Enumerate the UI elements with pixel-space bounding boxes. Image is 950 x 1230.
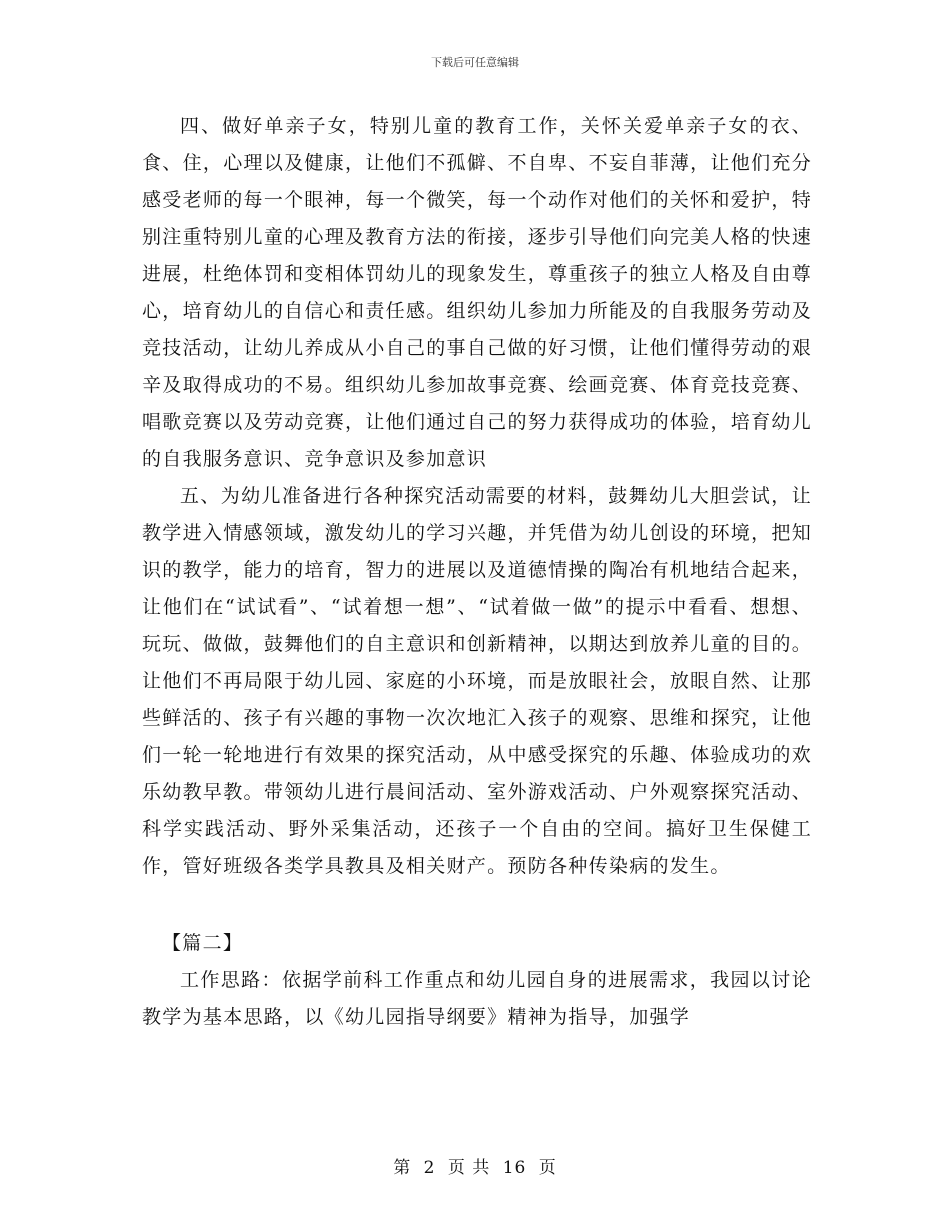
footer-total-pages: 16 — [502, 1158, 527, 1178]
paragraph-four: 四、做好单亲子女，特别儿童的教育工作，关怀关爱单亲子女的衣、食、住，心理以及健康，让他们不孤僻、不自卑、不妄自菲薄，让他们充分感受老师的每一个眼神，每一个微笑，每一个动作对他们的关怀和爱护，特别注重特别儿童的心理及教育方法的衔接，逐步引导他们向完美人格的快速进展，杜绝体罚和变相体罚幼儿的现象发生，尊重孩子的独立人格及自由尊心，培育幼儿的自信心和责任感。组织幼儿参加力所能及的自我服务劳动及竞技活动，让幼儿养成从小自己的事自己做的好习惯，让他们懂得劳动的艰辛及取得成功的不易。组织幼儿参加故事竞赛、绘画竞赛、体育竞技竞赛、唱歌竞赛以及劳动竞赛，让他们通过自己的努力获得成功的体验，培育幼儿的自我服务意识、竞争意识及参加意识 — [142, 115, 812, 470]
section-heading: 【篇二】 — [162, 932, 244, 954]
footer-prefix: 第 — [393, 1158, 412, 1178]
document-body — [142, 108, 812, 1036]
page-header-note: 下载后可任意编辑 — [431, 56, 519, 69]
page-footer — [0, 1153, 950, 1178]
paragraph-five: 五、为幼儿准备进行各种探究活动需要的材料，鼓舞幼儿大胆尝试，让教学进入情感领域，激发幼儿的学习兴趣，并凭借为幼儿创设的环境，把知识的教学，能力的培育，智力的进展以及道德情操的陶冶有机地结合起来，让他们在“试试看”、“试着想一想”、“试着做一做”的提示中看看、想想、玩玩、做做，鼓舞他们的自主意识和创新精神，以期达到放养儿童的目的。让他们不再局限于幼儿园、家庭的小环境，而是放眼社会，放眼自然、让那些鲜活的、孩子有兴趣的事物一次次地汇入孩子的观察、思维和探究，让他们一轮一轮地进行有效果的探究活动，从中感受探究的乐趣、体验成功的欢乐幼教早教。带领幼儿进行晨间活动、室外游戏活动、户外观察探究活动、科学实践活动、野外采集活动，还孩子一个自由的空间。搞好卫生保健工作，管好班级各类学具教具及相关财产。预防各种传染病的发生。 — [142, 485, 812, 877]
footer-page-number: 2 — [423, 1158, 436, 1178]
footer-middle: 页 共 — [447, 1158, 491, 1178]
footer-suffix: 页 — [538, 1158, 557, 1178]
work-approach-paragraph: 工作思路：依据学前科工作重点和幼儿园自身的进展需求，我园以讨论教学为基本思路，以《幼儿园指导纲要》精神为指导，加强学 — [142, 969, 812, 1028]
